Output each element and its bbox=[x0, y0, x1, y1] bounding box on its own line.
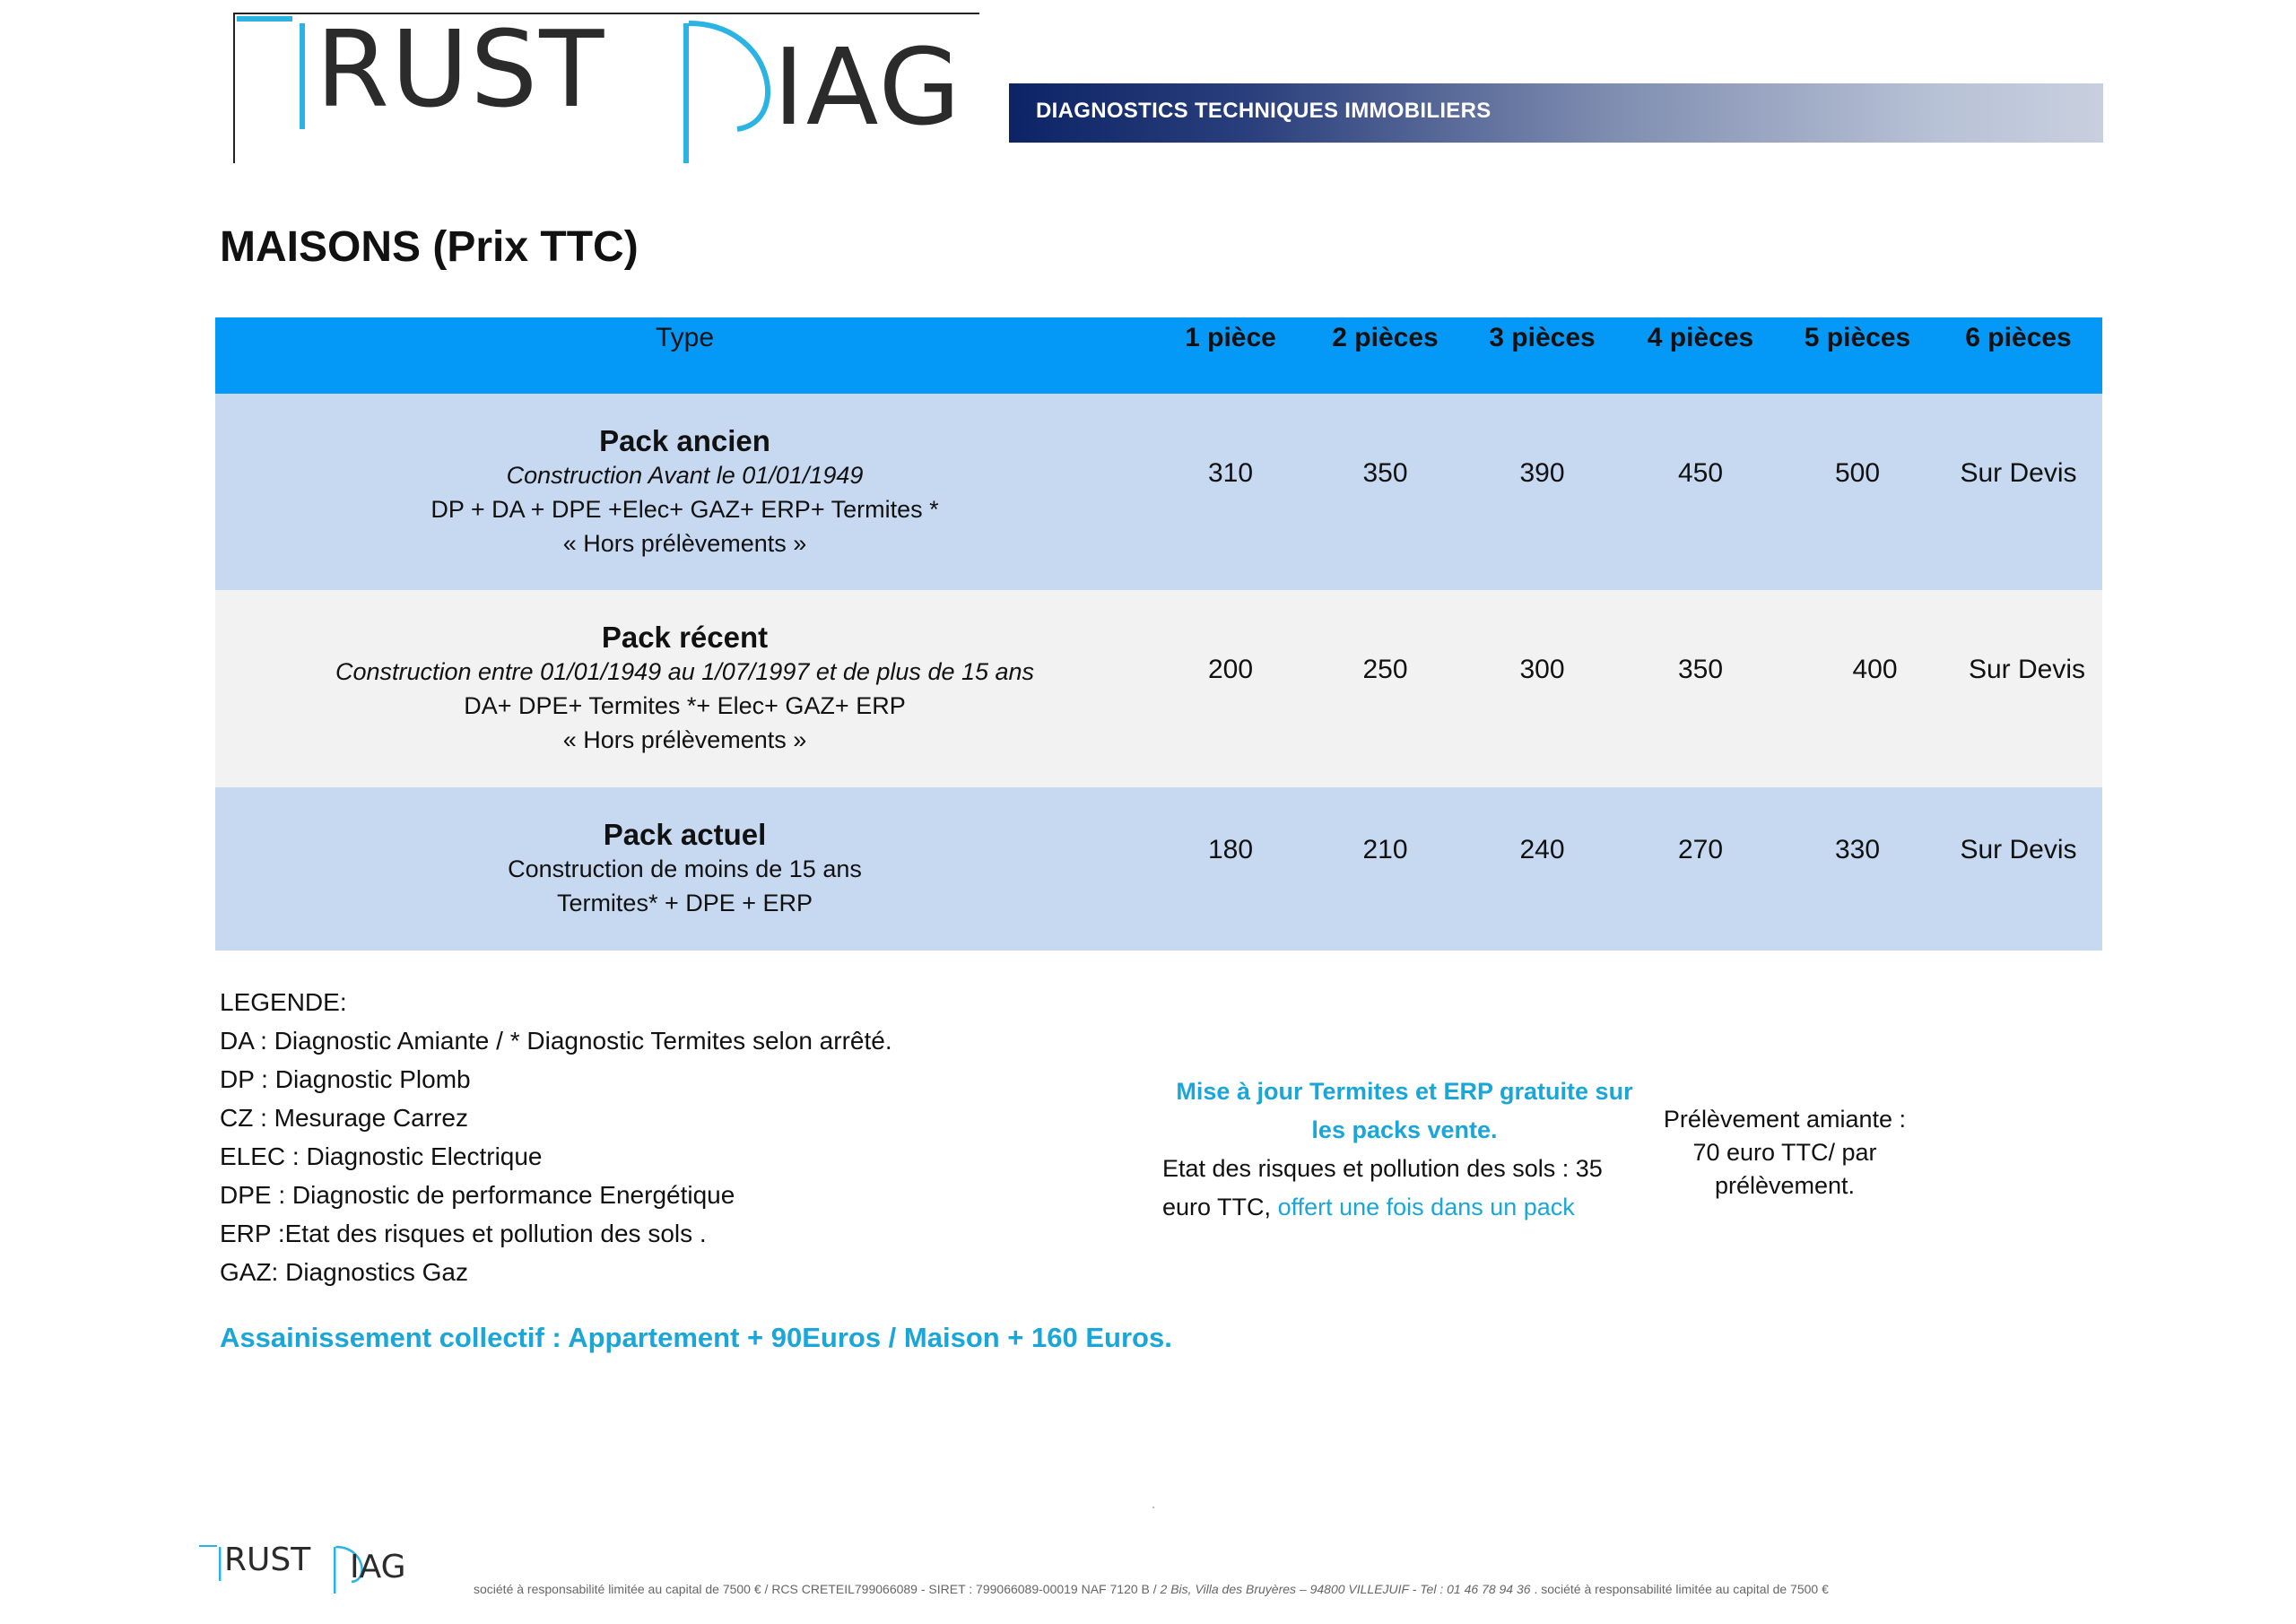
price-cell: 350 bbox=[1677, 655, 1724, 684]
price-cell: 180 bbox=[1207, 835, 1254, 864]
pack-name: Pack récent bbox=[601, 621, 769, 654]
column-header-4-pieces: 4 pièces bbox=[1621, 317, 1780, 394]
footer-address: 2 Bis, Villa des Bruyères – 94800 VILLEJUIF - Tel : 01 46 78 94 36 bbox=[1160, 1582, 1531, 1596]
legend-title: LEGENDE: bbox=[220, 988, 347, 1016]
footer-logo-rust: RUST bbox=[224, 1541, 311, 1578]
price-cell: Sur Devis bbox=[1960, 835, 2077, 864]
price-cell: 270 bbox=[1677, 835, 1724, 864]
price-cell: 400 bbox=[1852, 655, 1898, 684]
footer-logo-iag: IAG bbox=[350, 1549, 406, 1585]
legend-item: DP : Diagnostic Plomb bbox=[220, 1065, 471, 1093]
update-highlight: Mise à jour Termites et ERP gratuite sur les packs vente. bbox=[1176, 1078, 1633, 1143]
footer-tail: . société à responsabilité limitée au capital de 7500 € bbox=[1534, 1582, 1829, 1596]
logo-text-iag: IAG bbox=[773, 25, 962, 149]
price-cell: 500 bbox=[1834, 458, 1881, 488]
price-cell: 300 bbox=[1519, 655, 1565, 684]
legend-item: CZ : Mesurage Carrez bbox=[220, 1104, 468, 1132]
pack-name: Pack ancien bbox=[599, 424, 770, 457]
table-header-row bbox=[215, 317, 2102, 394]
pack-note: « Hors prélèvements » bbox=[562, 530, 807, 557]
legend-item: DA : Diagnostic Amiante / * Diagnostic Termites selon arrêté. bbox=[220, 1027, 892, 1055]
column-header-1-piece: 1 pièce bbox=[1154, 317, 1307, 394]
pack-description bbox=[215, 590, 1154, 787]
price-cell: 310 bbox=[1207, 458, 1254, 488]
price-table bbox=[215, 317, 2102, 951]
legend bbox=[220, 983, 892, 1291]
amiante-note: Prélèvement amiante : 70 euro TTC/ par prélèvement. bbox=[1663, 1106, 1907, 1199]
legend-item: DPE : Diagnostic de performance Energétique bbox=[220, 1181, 735, 1209]
pack-note: « Hors prélèvements » bbox=[562, 726, 807, 753]
price-cell: Sur Devis bbox=[1960, 458, 2077, 488]
pack-name: Pack actuel bbox=[603, 818, 767, 851]
footer-logo bbox=[199, 1541, 432, 1594]
table-row-pack-recent bbox=[215, 590, 2102, 787]
price-cell: 330 bbox=[1834, 835, 1881, 864]
price-cell: 450 bbox=[1677, 458, 1724, 488]
pack-construction: Construction entre 01/01/1949 au 1/07/1997 et de plus de 15 ans bbox=[335, 658, 1035, 685]
price-cell: 350 bbox=[1362, 458, 1408, 488]
page-title: MAISONS (Prix TTC) bbox=[220, 223, 639, 271]
logo-text-rust: RUST bbox=[316, 7, 606, 131]
footer-legal-text bbox=[474, 1582, 1829, 1596]
update-note bbox=[1162, 1073, 1647, 1227]
banner-text: DIAGNOSTICS TECHNIQUES IMMOBILIERS bbox=[1036, 99, 1492, 123]
pack-contents: Termites* + DPE + ERP bbox=[556, 890, 813, 916]
legend-item: ERP :Etat des risques et pollution des sols . bbox=[220, 1220, 707, 1247]
header-banner bbox=[1009, 83, 2103, 143]
column-header-3-pieces: 3 pièces bbox=[1464, 317, 1621, 394]
table-row-pack-actuel bbox=[215, 787, 2102, 951]
update-offer: offert une fois dans un pack bbox=[1277, 1194, 1575, 1220]
price-cell: 240 bbox=[1519, 835, 1565, 864]
legend-item: GAZ: Diagnostics Gaz bbox=[220, 1258, 468, 1286]
update-etat: Etat des risques et pollution des sols : 35 euro TTC, bbox=[1162, 1155, 1603, 1220]
pack-contents: DP + DA + DPE +Elec+ GAZ+ ERP+ Termites * bbox=[430, 496, 939, 523]
footer-company: société à responsabilité limitée au capital de 7500 € / RCS CRETEIL799066089 - SIRET : 799066089-00019 NAF 7120 B / bbox=[474, 1582, 1157, 1596]
price-cell: Sur Devis bbox=[1968, 655, 2086, 684]
pack-construction: Construction Avant le 01/01/1949 bbox=[506, 462, 864, 489]
column-header-5-pieces: 5 pièces bbox=[1780, 317, 1935, 394]
price-cell: 210 bbox=[1362, 835, 1408, 864]
column-header-6-pieces: 6 pièces bbox=[1935, 317, 2102, 394]
column-header-2-pieces: 2 pièces bbox=[1307, 317, 1464, 394]
price-cell: 250 bbox=[1362, 655, 1408, 684]
trustdiag-logo bbox=[233, 7, 979, 163]
pack-description bbox=[215, 787, 1154, 951]
pack-contents: DA+ DPE+ Termites *+ Elec+ GAZ+ ERP bbox=[464, 692, 906, 719]
column-header-type: Type bbox=[215, 317, 1154, 394]
sanitation-note: Assainissement collectif : Appartement + 90Euros / Maison + 160 Euros. bbox=[220, 1322, 1172, 1353]
legend-item: ELEC : Diagnostic Electrique bbox=[220, 1142, 543, 1170]
pack-construction: Construction de moins de 15 ans bbox=[508, 855, 862, 882]
table-row-pack-ancien bbox=[215, 394, 2102, 590]
price-cell: 390 bbox=[1519, 458, 1565, 488]
stray-dot bbox=[1152, 1507, 1154, 1508]
price-cell: 200 bbox=[1207, 655, 1254, 684]
pack-description bbox=[215, 394, 1154, 590]
